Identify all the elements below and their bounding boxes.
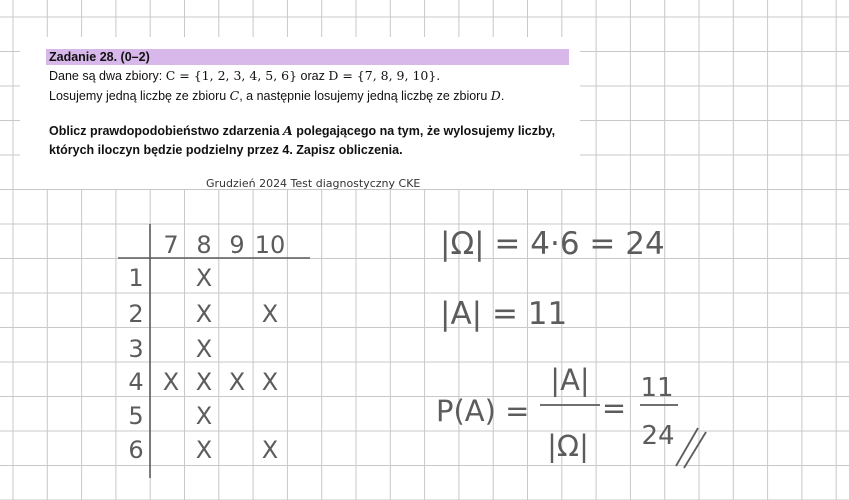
table-mark: X — [195, 300, 213, 328]
table-mark: X — [195, 402, 213, 430]
table-marks — [163, 264, 278, 464]
table-mark: X — [162, 368, 180, 396]
final-answer-mark — [684, 432, 706, 468]
task-text: Oblicz prawdopodobieństwo zdarzenia — [49, 124, 284, 138]
task-text: Dane są dwa zbiory: — [49, 69, 166, 83]
col-header: 10 — [254, 231, 286, 259]
row-header: 2 — [128, 300, 144, 328]
table-column-headers — [163, 231, 285, 259]
col-header: 7 — [163, 231, 179, 259]
table-mark: X — [195, 335, 213, 363]
event-symbol: A — [283, 123, 293, 138]
fraction-numerator: |A| — [550, 363, 590, 397]
equals-sign: = — [601, 391, 627, 425]
set-c: C = {1, 2, 3, 4, 5, 6} — [165, 68, 298, 83]
table-mark: X — [261, 436, 279, 464]
result-denominator: 24 — [641, 421, 675, 451]
task-text: polegającego na tym, że wylosujemy liczby, — [292, 124, 556, 138]
result-numerator: 11 — [640, 373, 674, 403]
task-header: Zadanie 28. (0–2) — [46, 49, 569, 65]
task-text: . — [500, 89, 505, 103]
table-mark: X — [195, 436, 213, 464]
col-header: 9 — [229, 231, 245, 259]
task-text: Losujemy jedną liczbę ze zbioru — [49, 89, 230, 103]
omega-equation: |Ω| = 4·6 = 24 — [440, 226, 665, 262]
table-mark: X — [261, 300, 279, 328]
task-text: , a następnie losujemy jedną liczbę ze zbioru — [239, 89, 491, 103]
row-header: 3 — [128, 335, 144, 363]
task-instruction-line-2: których iloczyn będzie podzielny przez 4. Zapisz obliczenia. — [49, 143, 403, 157]
table-row-headers — [128, 264, 143, 464]
set-d: D = {7, 8, 9, 10}. — [328, 68, 441, 83]
task-text: oraz — [297, 69, 329, 83]
source-note: Grudzień 2024 Test diagnostyczny CKE — [206, 177, 421, 190]
set-symbol: C — [229, 88, 240, 103]
event-count: |A| = 11 — [440, 296, 568, 332]
col-header: 8 — [196, 231, 212, 259]
table-mark: X — [195, 368, 213, 396]
table-mark: X — [195, 264, 213, 292]
probability-lhs: P(A) = — [436, 394, 530, 428]
table-mark: X — [228, 368, 246, 396]
row-header: 6 — [128, 436, 144, 464]
fraction-denominator: |Ω| — [547, 429, 589, 463]
final-answer-mark — [676, 428, 698, 466]
row-header: 1 — [128, 264, 144, 292]
set-symbol: D — [490, 88, 501, 103]
row-header: 5 — [128, 402, 144, 430]
row-header: 4 — [128, 368, 144, 396]
table-mark: X — [261, 368, 279, 396]
